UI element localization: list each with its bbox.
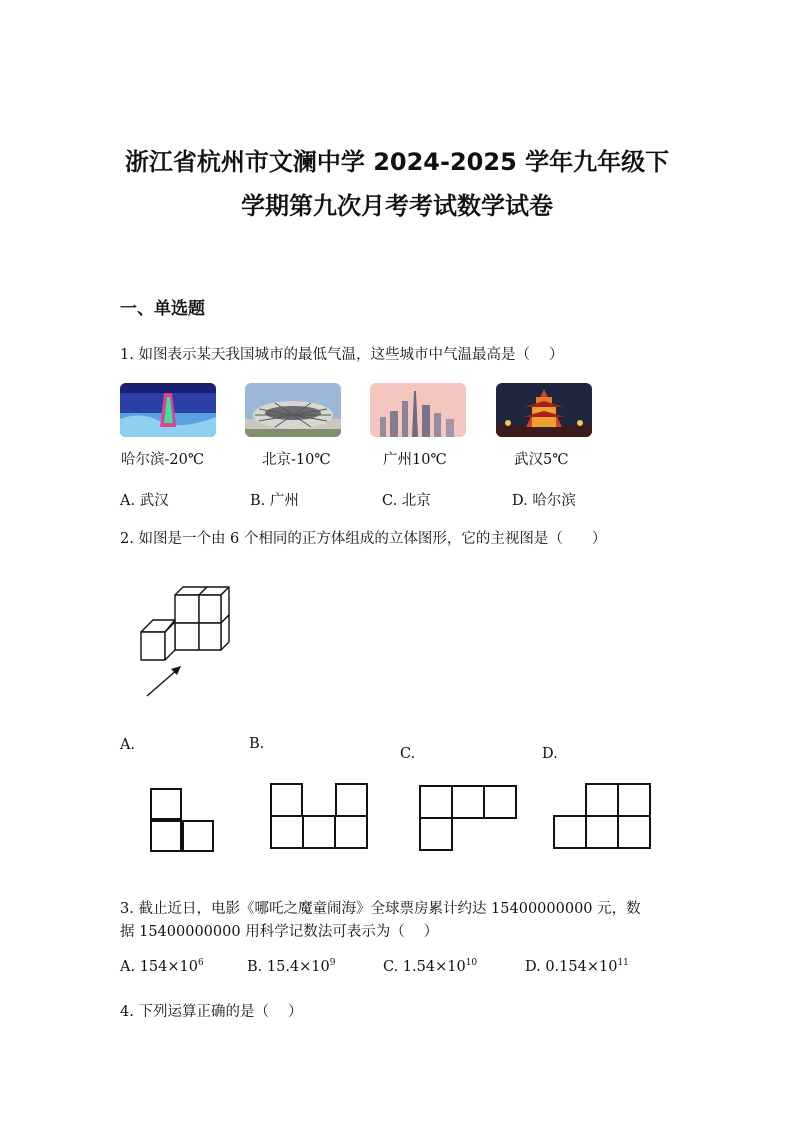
question-3-line1: 3. 截止近日，电影《哪吒之魔童闹海》全球票房累计约达 15400000000 元，数 bbox=[120, 901, 641, 917]
q3-option-c-base: 1.54×10 bbox=[402, 958, 466, 975]
q3-option-a-base: 154×10 bbox=[139, 958, 198, 975]
q3-option-d-exp: 11 bbox=[617, 958, 629, 968]
view-cell bbox=[182, 820, 214, 852]
q3-option-c[interactable] bbox=[383, 958, 477, 975]
q3-option-b-exp: 9 bbox=[329, 958, 336, 968]
page-title-line1: 浙江省杭州市文澜中学 2024-2025 学年九年级下 bbox=[124, 148, 670, 176]
view-cell bbox=[335, 783, 368, 817]
view-cell bbox=[150, 788, 182, 820]
question-4-text: 4. 下列运算正确的是（ ） bbox=[120, 1004, 303, 1020]
question-3-line2: 据 15400000000 用科学记数法可表示为（ ） bbox=[120, 924, 439, 940]
section-heading: 一、单选题 bbox=[120, 299, 205, 319]
view-cell bbox=[553, 815, 587, 849]
q1-option-a[interactable]: A. 武汉 bbox=[120, 493, 169, 509]
q3-option-a-letter: A. bbox=[120, 958, 136, 975]
caption-guangzhou: 广州10℃ bbox=[383, 452, 447, 468]
page-title-line2: 学期第九次月考考试数学试卷 bbox=[241, 192, 553, 220]
view-cell bbox=[270, 783, 303, 817]
q1-option-d[interactable]: D. 哈尔滨 bbox=[512, 493, 576, 509]
q3-option-b-letter: B. bbox=[247, 958, 263, 975]
view-cell bbox=[617, 783, 651, 817]
view-cell bbox=[150, 820, 182, 852]
q1-option-c[interactable]: C. 北京 bbox=[382, 493, 431, 509]
q2-option-a-label[interactable]: A. bbox=[120, 737, 136, 753]
view-cell bbox=[334, 815, 368, 849]
view-cell bbox=[585, 815, 619, 849]
caption-harbin: 哈尔滨-20℃ bbox=[121, 452, 205, 468]
q3-option-d-letter: D. bbox=[525, 958, 541, 975]
caption-beijing: 北京-10℃ bbox=[262, 452, 331, 468]
caption-wuhan: 武汉5℃ bbox=[514, 452, 569, 468]
q2-option-c-label[interactable]: C. bbox=[400, 746, 416, 762]
q2-option-b-label[interactable]: B. bbox=[249, 736, 265, 752]
question-1-text: 1. 如图表示某天我国城市的最低气温，这些城市中气温最高是（ ） bbox=[120, 347, 564, 363]
harbin-photo bbox=[120, 383, 216, 437]
q3-option-a-exp: 6 bbox=[197, 958, 204, 968]
view-cell bbox=[483, 785, 517, 819]
question-2-text: 2. 如图是一个由 6 个相同的正方体组成的立体图形，它的主视图是（ ） bbox=[120, 531, 607, 547]
q3-option-a[interactable] bbox=[120, 958, 204, 975]
view-cell bbox=[419, 817, 453, 851]
view-cell bbox=[270, 815, 304, 849]
q1-option-b[interactable]: B. 广州 bbox=[250, 493, 299, 509]
view-cell bbox=[419, 785, 453, 819]
beijing-photo bbox=[245, 383, 341, 437]
q3-option-c-letter: C. bbox=[383, 958, 399, 975]
q3-option-b-base: 15.4×10 bbox=[266, 958, 330, 975]
q3-option-d[interactable] bbox=[525, 958, 629, 975]
view-cell bbox=[451, 785, 485, 819]
q2-option-d-label[interactable]: D. bbox=[542, 746, 558, 762]
guangzhou-photo bbox=[370, 383, 466, 437]
wuhan-photo bbox=[496, 383, 592, 437]
q3-option-c-exp: 10 bbox=[465, 958, 478, 968]
view-cell bbox=[585, 783, 619, 817]
view-cell bbox=[302, 815, 336, 849]
cube-solid-figure bbox=[135, 585, 245, 705]
view-cell bbox=[617, 815, 651, 849]
q3-option-d-base: 0.154×10 bbox=[545, 958, 618, 975]
q3-option-b[interactable] bbox=[247, 958, 336, 975]
